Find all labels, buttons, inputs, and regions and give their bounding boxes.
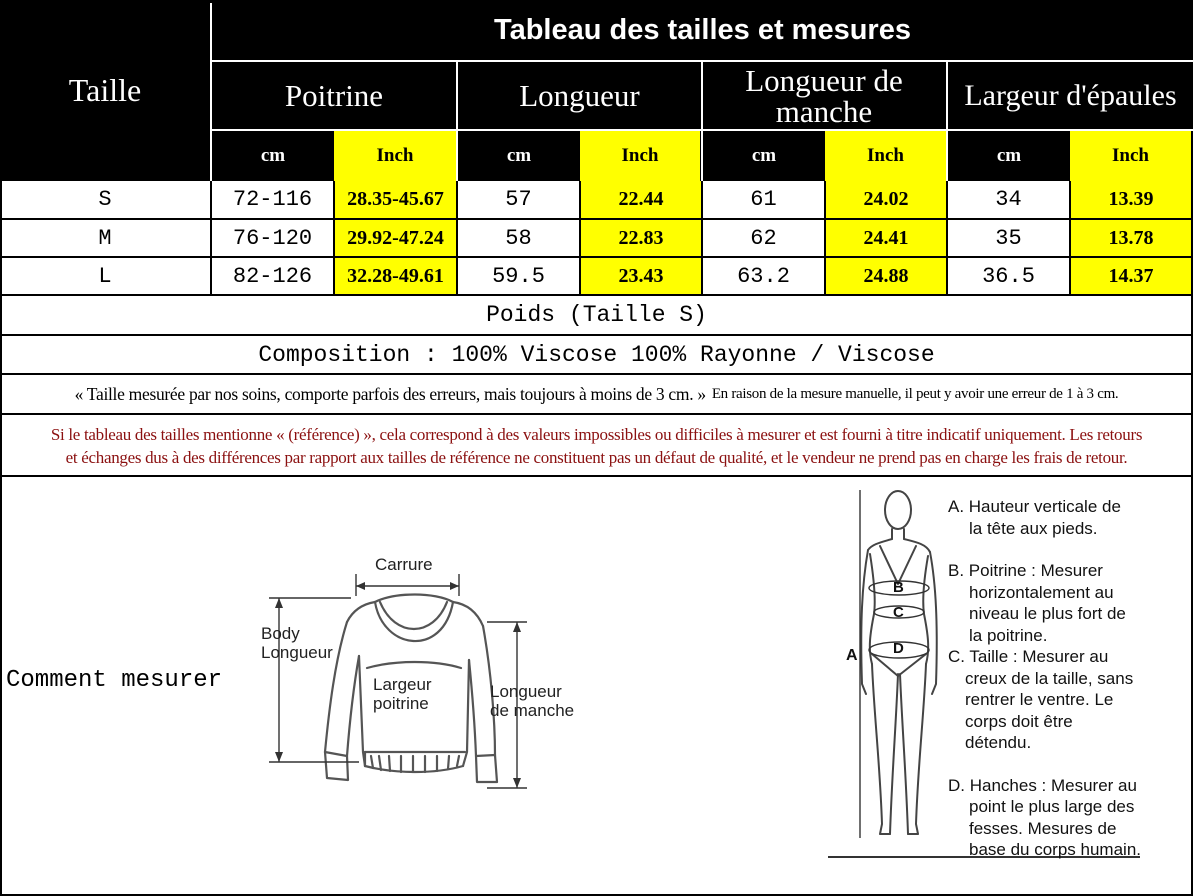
legend-line: point le plus large des xyxy=(969,797,1135,816)
legend-head: A. Hauteur verticale de xyxy=(948,497,1121,516)
label-shoulder: Carrure xyxy=(375,555,433,574)
label-sleeve-2: de manche xyxy=(490,701,575,720)
table-cell: 32.28-49.61 xyxy=(347,264,444,287)
row-divider xyxy=(0,475,1193,477)
reference-note-line: Si le tableau des tailles mentionne « (référence) », cela correspond à des valeurs impossibles ou difficiles à mesurer et est fourni à titre indicatif uniquement. Les retours xyxy=(50,425,1143,444)
size-cell: L xyxy=(98,263,112,289)
measure-note-small: En raison de la mesure manuelle, il peut y avoir une erreur de 1 à 3 cm. xyxy=(711,385,1119,402)
measurement-legend xyxy=(948,496,1158,861)
legend-line: rentrer le ventre. Le xyxy=(965,690,1114,709)
unit-cm: cm xyxy=(260,145,286,166)
legend-head: B. Poitrine : Mesurer xyxy=(948,561,1103,580)
weight-row: Poids (Taille S) xyxy=(486,301,707,328)
group-header-shoulder: Largeur d'épaules xyxy=(964,78,1177,112)
table-cell: 14.37 xyxy=(1108,264,1154,287)
how-to-title: Comment mesurer xyxy=(6,667,223,694)
unit-inch: Inch xyxy=(867,145,904,166)
group-header-length: Longueur xyxy=(519,78,640,113)
legend-line: détendu. xyxy=(965,733,1032,752)
measure-note-main: « Taille mesurée par nos soins, comporte parfois des erreurs, mais toujours à moins de 3 cm. » xyxy=(74,383,706,404)
legend-line: base du corps humain. xyxy=(969,840,1141,859)
table-title: Tableau des tailles et mesures xyxy=(494,13,911,46)
table-cell: 29.92-47.24 xyxy=(347,226,444,249)
table-cell: 72-116 xyxy=(232,187,313,212)
legend-item-a xyxy=(948,496,1158,539)
table-cell: 23.43 xyxy=(618,264,664,287)
table-cell: 22.44 xyxy=(618,188,664,210)
legend-head: D. Hanches : Mesurer au xyxy=(948,775,1137,795)
figure-label-c: C xyxy=(893,604,904,621)
table-cell: 35 xyxy=(995,225,1022,251)
table-cell: 36.5 xyxy=(982,263,1035,289)
legend-line: la tête aux pieds. xyxy=(969,518,1098,538)
table-cell: 28.35-45.67 xyxy=(347,188,444,210)
table-cell: 57 xyxy=(505,187,532,212)
legend-line: fesses. Mesures de xyxy=(969,818,1117,838)
reference-note-line: et échanges dus à des différences par rapport aux tailles de référence ne constituent pas un défaut de qualité, et le vendeur ne prend pas en charge les frais de retour. xyxy=(65,448,1128,467)
table-cell: 22.83 xyxy=(618,226,664,249)
table-cell: 24.41 xyxy=(863,226,909,249)
unit-cm: cm xyxy=(996,145,1022,166)
label-chest-2: poitrine xyxy=(373,694,429,713)
table-cell: 24.88 xyxy=(863,264,909,287)
measure-note xyxy=(0,375,1193,413)
figure-label-b: B xyxy=(893,579,904,596)
legend-line: niveau le plus fort de xyxy=(969,604,1126,623)
label-body-length-1: Body xyxy=(261,624,300,643)
legend-line: horizontalement au xyxy=(969,582,1114,602)
table-cell: 62 xyxy=(750,225,777,251)
legend-item-b xyxy=(948,560,1158,646)
group-header-chest: Poitrine xyxy=(284,78,384,113)
legend-head: C. Taille : Mesurer au xyxy=(948,647,1109,666)
table-cell: 63.2 xyxy=(737,263,790,289)
label-sleeve-1: Longueur xyxy=(490,682,562,701)
size-column-header: Taille xyxy=(68,72,142,108)
label-body-length-2: Longueur xyxy=(261,643,333,662)
legend-item-d xyxy=(948,775,1158,861)
legend-item-c xyxy=(948,646,1158,754)
size-cell: M xyxy=(98,225,112,251)
unit-inch: Inch xyxy=(621,145,659,166)
table-cell: 59.5 xyxy=(492,263,545,289)
legend-line: la poitrine. xyxy=(969,625,1048,645)
table-cell: 76-120 xyxy=(232,225,313,251)
table-cell: 61 xyxy=(750,187,777,212)
composition-row: Composition : 100% Viscose 100% Rayonne / Viscose xyxy=(258,341,935,368)
body-figure-diagram xyxy=(830,484,950,862)
figure-label-a: A xyxy=(846,647,858,664)
table-cell: 13.78 xyxy=(1108,226,1154,249)
table-cell: 13.39 xyxy=(1108,188,1154,210)
group-header-sleeve: Longueur de manche xyxy=(745,62,903,129)
label-chest-1: Largeur xyxy=(373,675,432,694)
unit-inch: Inch xyxy=(376,145,414,166)
legend-line: corps doit être xyxy=(965,711,1073,731)
row-divider xyxy=(0,413,1193,415)
garment-diagram xyxy=(255,530,600,800)
size-cell: S xyxy=(98,187,112,212)
reference-note xyxy=(2,423,1191,469)
table-cell: 58 xyxy=(505,225,532,251)
unit-cm: cm xyxy=(506,145,532,166)
unit-cm: cm xyxy=(751,145,777,166)
table-cell: 34 xyxy=(995,187,1022,212)
table-cell: 24.02 xyxy=(863,188,909,210)
unit-inch: Inch xyxy=(1112,145,1149,166)
table-cell: 82-126 xyxy=(232,263,313,289)
figure-label-d: D xyxy=(893,640,904,657)
legend-line: creux de la taille, sans xyxy=(965,668,1134,688)
